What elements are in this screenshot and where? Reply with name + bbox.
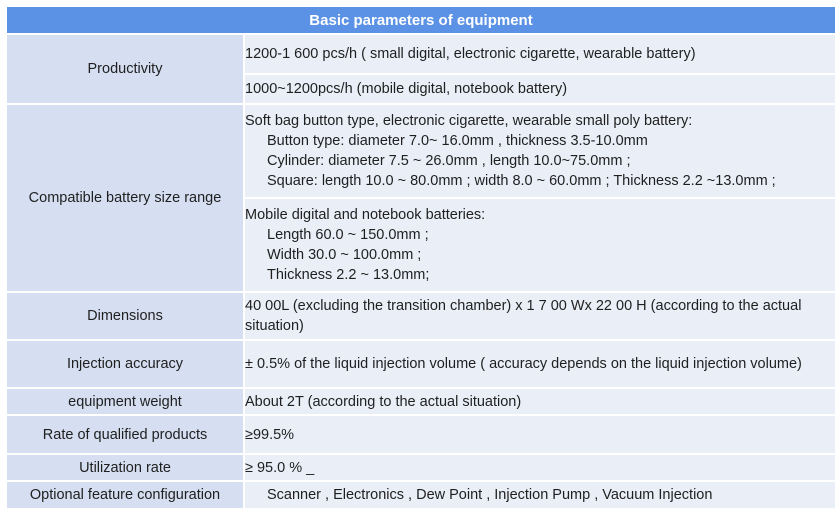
table-row: [6, 415, 836, 454]
battery-size-length: Length 60.0 ~ 150.0mm ;: [267, 227, 429, 243]
battery-size-group-1: [244, 104, 836, 198]
battery-size-group-1-heading: Soft bag button type, electronic cigarette, wearable small poly battery:: [245, 113, 693, 129]
battery-size-cylinder: Cylinder: diameter 7.5 ~ 26.0mm , length 10.0~75.0mm ;: [267, 153, 631, 169]
battery-size-button-type: Button type: diameter 7.0~ 16.0mm , thickness 3.5-10.0mm: [267, 133, 648, 149]
battery-size-group-2: [244, 198, 836, 292]
utilization-rate-label: Utilization rate: [6, 454, 244, 481]
table-row: [6, 481, 836, 509]
table-row: [6, 104, 836, 198]
qualified-rate-label: Rate of qualified products: [6, 415, 244, 454]
battery-size-square: Square: length 10.0 ~ 80.0mm ; width 8.0 ~ 60.0mm ; Thickness 2.2 ~13.0mm ;: [267, 173, 776, 189]
parameters-table: [5, 5, 837, 510]
table-row: [6, 292, 836, 340]
dimensions-value: 40 00L (excluding the transition chamber) x 1 7 00 Wx 22 00 H (according to the actual situation): [244, 292, 836, 340]
dimensions-label: Dimensions: [6, 292, 244, 340]
optional-features-value: Scanner , Electronics , Dew Point , Injection Pump , Vacuum Injection: [244, 481, 836, 509]
productivity-value-1: 1200-1 600 pcs/h ( small digital, electronic cigarette, wearable battery): [244, 34, 836, 74]
productivity-value-2: 1000~1200pcs/h (mobile digital, notebook battery): [244, 74, 836, 104]
qualified-rate-value: ≥99.5%: [244, 415, 836, 454]
injection-accuracy-label: Injection accuracy: [6, 340, 244, 388]
battery-size-label: Compatible battery size range: [6, 104, 244, 292]
table-row: [6, 34, 836, 74]
productivity-label: Productivity: [6, 34, 244, 104]
optional-features-label: Optional feature configuration: [6, 481, 244, 509]
table-row: [6, 454, 836, 481]
injection-accuracy-value: ± 0.5% of the liquid injection volume ( accuracy depends on the liquid injection volume): [244, 340, 836, 388]
table-title: Basic parameters of equipment: [6, 6, 836, 34]
equipment-weight-label: equipment weight: [6, 388, 244, 415]
table-row: [6, 388, 836, 415]
utilization-rate-value: ≥ 95.0 % _: [244, 454, 836, 481]
battery-size-group-2-heading: Mobile digital and notebook batteries:: [245, 207, 486, 223]
equipment-weight-value: About 2T (according to the actual situation): [244, 388, 836, 415]
title-row: [6, 6, 836, 34]
battery-size-width: Width 30.0 ~ 100.0mm ;: [267, 247, 422, 263]
table-row: [6, 340, 836, 388]
battery-size-thickness: Thickness 2.2 ~ 13.0mm;: [267, 267, 430, 283]
